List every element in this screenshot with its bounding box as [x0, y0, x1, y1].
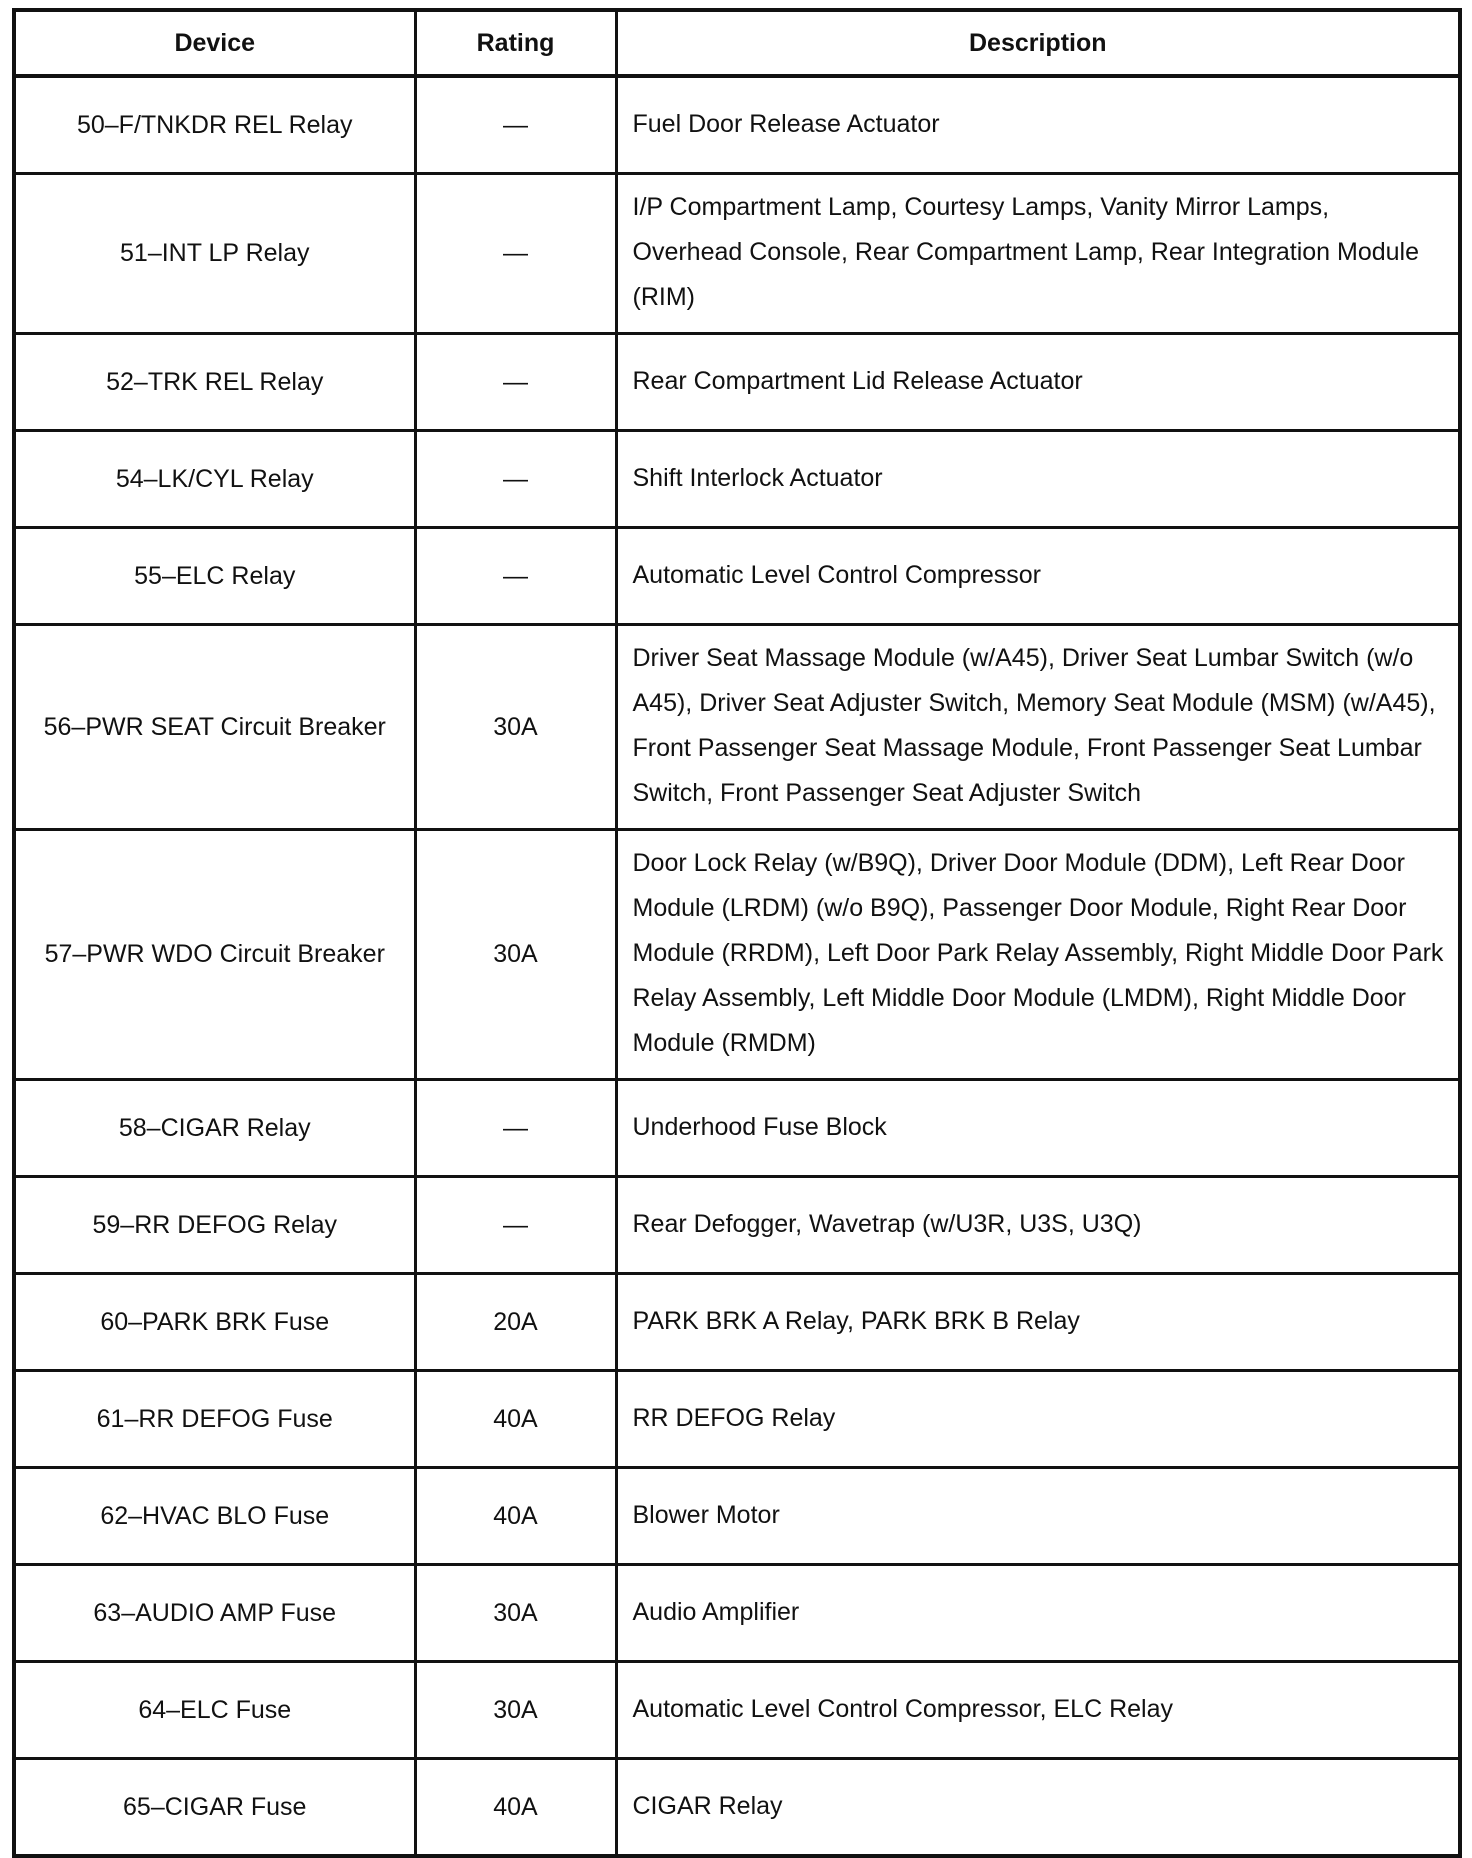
table-header: [14, 10, 1460, 76]
device-cell: 61–RR DEFOG Fuse: [14, 1371, 415, 1468]
description-cell: Underhood Fuse Block: [616, 1080, 1460, 1177]
description-cell: Fuel Door Release Actuator: [616, 76, 1460, 174]
rating-cell: 40A: [415, 1371, 616, 1468]
description-cell: Automatic Level Control Compressor, ELC Relay: [616, 1662, 1460, 1759]
device-cell: 60–PARK BRK Fuse: [14, 1274, 415, 1371]
rating-cell: —: [415, 76, 616, 174]
description-cell: Rear Compartment Lid Release Actuator: [616, 334, 1460, 431]
device-cell: 57–PWR WDO Circuit Breaker: [14, 830, 415, 1080]
description-cell: CIGAR Relay: [616, 1759, 1460, 1857]
header-row: [14, 10, 1460, 76]
rating-cell: —: [415, 174, 616, 334]
table-row: [14, 1759, 1460, 1857]
fuse-relay-table: [12, 8, 1462, 1858]
device-cell: 59–RR DEFOG Relay: [14, 1177, 415, 1274]
table-row: [14, 334, 1460, 431]
description-cell: RR DEFOG Relay: [616, 1371, 1460, 1468]
header-description: Description: [616, 10, 1460, 76]
device-cell: 52–TRK REL Relay: [14, 334, 415, 431]
description-cell: Blower Motor: [616, 1468, 1460, 1565]
table-row: [14, 1274, 1460, 1371]
description-cell: PARK BRK A Relay, PARK BRK B Relay: [616, 1274, 1460, 1371]
table-row: [14, 1080, 1460, 1177]
table-row: [14, 1565, 1460, 1662]
device-cell: 50–F/TNKDR REL Relay: [14, 76, 415, 174]
device-cell: 54–LK/CYL Relay: [14, 431, 415, 528]
rating-cell: 40A: [415, 1759, 616, 1857]
table-row: [14, 528, 1460, 625]
description-cell: I/P Compartment Lamp, Courtesy Lamps, Vanity Mirror Lamps, Overhead Console, Rear Compartment Lamp, Rear Integration Module (RIM): [616, 174, 1460, 334]
device-cell: 64–ELC Fuse: [14, 1662, 415, 1759]
device-cell: 65–CIGAR Fuse: [14, 1759, 415, 1857]
rating-cell: —: [415, 1177, 616, 1274]
table-row: [14, 1468, 1460, 1565]
table-row: [14, 174, 1460, 334]
table-row: [14, 1177, 1460, 1274]
rating-cell: 20A: [415, 1274, 616, 1371]
device-cell: 63–AUDIO AMP Fuse: [14, 1565, 415, 1662]
rating-cell: —: [415, 528, 616, 625]
description-cell: Driver Seat Massage Module (w/A45), Driver Seat Lumbar Switch (w/o A45), Driver Seat Adjuster Switch, Memory Seat Module (MSM) (w/A45), Front Passenger Seat Massage Module, Front Passenger Seat Lumbar Switch, Front Passenger Seat Adjuster Switch: [616, 625, 1460, 830]
table-row: [14, 830, 1460, 1080]
table-row: [14, 76, 1460, 174]
rating-cell: —: [415, 1080, 616, 1177]
device-cell: 56–PWR SEAT Circuit Breaker: [14, 625, 415, 830]
rating-cell: 30A: [415, 625, 616, 830]
table-row: [14, 1371, 1460, 1468]
description-cell: Audio Amplifier: [616, 1565, 1460, 1662]
rating-cell: 30A: [415, 1662, 616, 1759]
table-row: [14, 625, 1460, 830]
description-cell: Shift Interlock Actuator: [616, 431, 1460, 528]
rating-cell: —: [415, 431, 616, 528]
device-cell: 55–ELC Relay: [14, 528, 415, 625]
header-device: Device: [14, 10, 415, 76]
rating-cell: —: [415, 334, 616, 431]
table-row: [14, 1662, 1460, 1759]
description-cell: Rear Defogger, Wavetrap (w/U3R, U3S, U3Q): [616, 1177, 1460, 1274]
description-cell: Door Lock Relay (w/B9Q), Driver Door Module (DDM), Left Rear Door Module (LRDM) (w/o B9Q), Passenger Door Module, Right Rear Door Module (RRDM), Left Door Park Relay Assembly, Right Middle Door Park Relay Assembly, Left Middle Door Module (LMDM), Right Middle Door Module (RMDM): [616, 830, 1460, 1080]
device-cell: 62–HVAC BLO Fuse: [14, 1468, 415, 1565]
rating-cell: 40A: [415, 1468, 616, 1565]
device-cell: 58–CIGAR Relay: [14, 1080, 415, 1177]
table-row: [14, 431, 1460, 528]
header-rating: Rating: [415, 10, 616, 76]
rating-cell: 30A: [415, 830, 616, 1080]
description-cell: Automatic Level Control Compressor: [616, 528, 1460, 625]
table-body: [14, 76, 1460, 1856]
device-cell: 51–INT LP Relay: [14, 174, 415, 334]
rating-cell: 30A: [415, 1565, 616, 1662]
